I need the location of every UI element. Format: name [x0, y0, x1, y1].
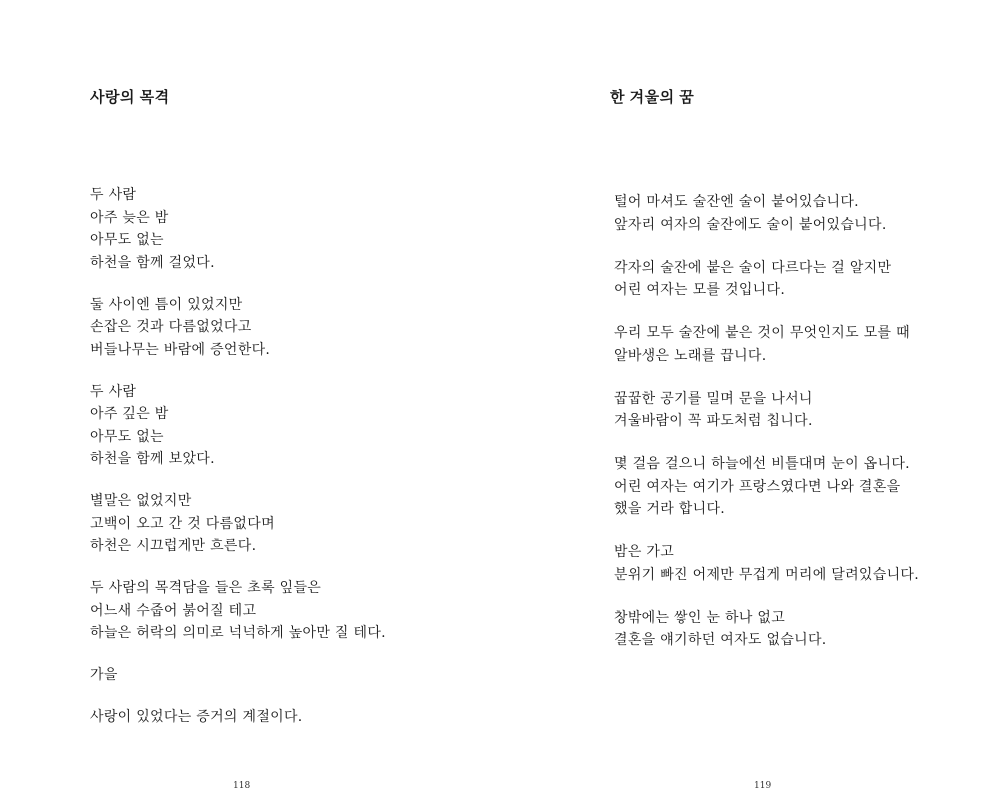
poem-line: 하천을 함께 보았다.: [90, 451, 215, 467]
stanza: [614, 453, 994, 521]
poem-line: 아무도 없는: [90, 232, 164, 248]
poem-line: 어린 여자는 여기가 프랑스였다면 나와 결혼을: [614, 478, 901, 495]
poem-line: 하천은 시끄럽게만 흐른다.: [90, 538, 257, 554]
poem-line: 겨울바람이 꼭 파도처럼 칩니다.: [614, 413, 813, 429]
stanza: [614, 191, 994, 236]
poem-line: 창밖에는 쌓인 눈 하나 없고: [614, 609, 786, 626]
stanza: [90, 664, 490, 687]
poem-line: 결혼을 얘기하던 여자도 없습니다.: [614, 632, 827, 648]
stanza: [614, 388, 994, 433]
stanza: [614, 322, 994, 367]
poem-line: 두 사람: [90, 383, 137, 400]
poem-line: 어느새 수줍어 붉어질 테고: [90, 602, 257, 619]
stanza: [614, 541, 994, 586]
poem-line: 몇 걸음 걸으니 하늘에선 비틀대며 눈이 옵니다.: [614, 456, 910, 472]
poem-line: 분위기 빠진 어제만 무겁게 머리에 달려있습니다.: [614, 566, 919, 583]
poem-line: 별말은 없었지만: [90, 493, 192, 509]
stanza: [90, 294, 490, 362]
poem-line: 사랑이 있었다는 증거의 계절이다.: [90, 709, 303, 725]
poem-line: 두 사람: [90, 187, 137, 203]
poem-line: 아주 깊은 밤: [90, 406, 169, 422]
poem-line: 밤은 가고: [614, 544, 675, 560]
poem-line: 하천을 함께 걸었다.: [90, 254, 215, 271]
poem-line: 했을 거라 합니다.: [614, 501, 726, 517]
poem-line: 버들나무는 바람에 증언한다.: [90, 341, 271, 358]
poem-line: 각자의 술잔에 붙은 술이 다르다는 걸 알지만: [614, 259, 892, 276]
stanza: [90, 577, 490, 645]
poem-line: 둘 사이엔 틈이 있었지만: [90, 296, 243, 313]
poem-line: 아무도 없는: [90, 428, 164, 445]
poem-line: 손잡은 것과 다름없었다고: [90, 319, 252, 335]
poem-line: 하늘은 허락의 의미로 넉넉하게 높아만 질 테다.: [90, 625, 386, 641]
poem-line: 앞자리 여자의 술잔에도 술이 붙어있습니다.: [614, 216, 887, 233]
poem-line: 두 사람의 목격담을 들은 초록 잎들은: [90, 580, 322, 596]
poem-line: 꿉꿉한 공기를 밀며 문을 나서니: [614, 390, 813, 407]
poem-body: [614, 191, 994, 672]
stanza: [614, 607, 994, 652]
poem-line: 고백이 오고 간 것 다름없다며: [90, 515, 275, 532]
poem-line: 아주 늦은 밤: [90, 209, 169, 226]
poem-line: 알바생은 노래를 끕니다.: [614, 347, 767, 364]
right-page: [500, 0, 1000, 811]
poem-title: 사랑의 목격: [90, 89, 170, 106]
poem-line: 우리 모두 술잔에 붙은 것이 무엇인지도 모를 때: [614, 325, 910, 341]
page-number: 119: [754, 781, 772, 791]
poem-title: 한 겨울의 꿈: [610, 89, 695, 106]
stanza: [90, 490, 490, 558]
stanza: [614, 257, 994, 302]
stanza: [90, 381, 490, 471]
poem-body: [90, 184, 490, 748]
poem-line: 털어 마셔도 술잔엔 술이 붙어있습니다.: [614, 194, 859, 210]
poem-line: 어린 여자는 모를 것입니다.: [614, 282, 786, 298]
page-number: 118: [233, 781, 251, 791]
stanza: [90, 706, 490, 729]
poem-line: 가을: [90, 667, 118, 683]
stanza: [90, 184, 490, 274]
